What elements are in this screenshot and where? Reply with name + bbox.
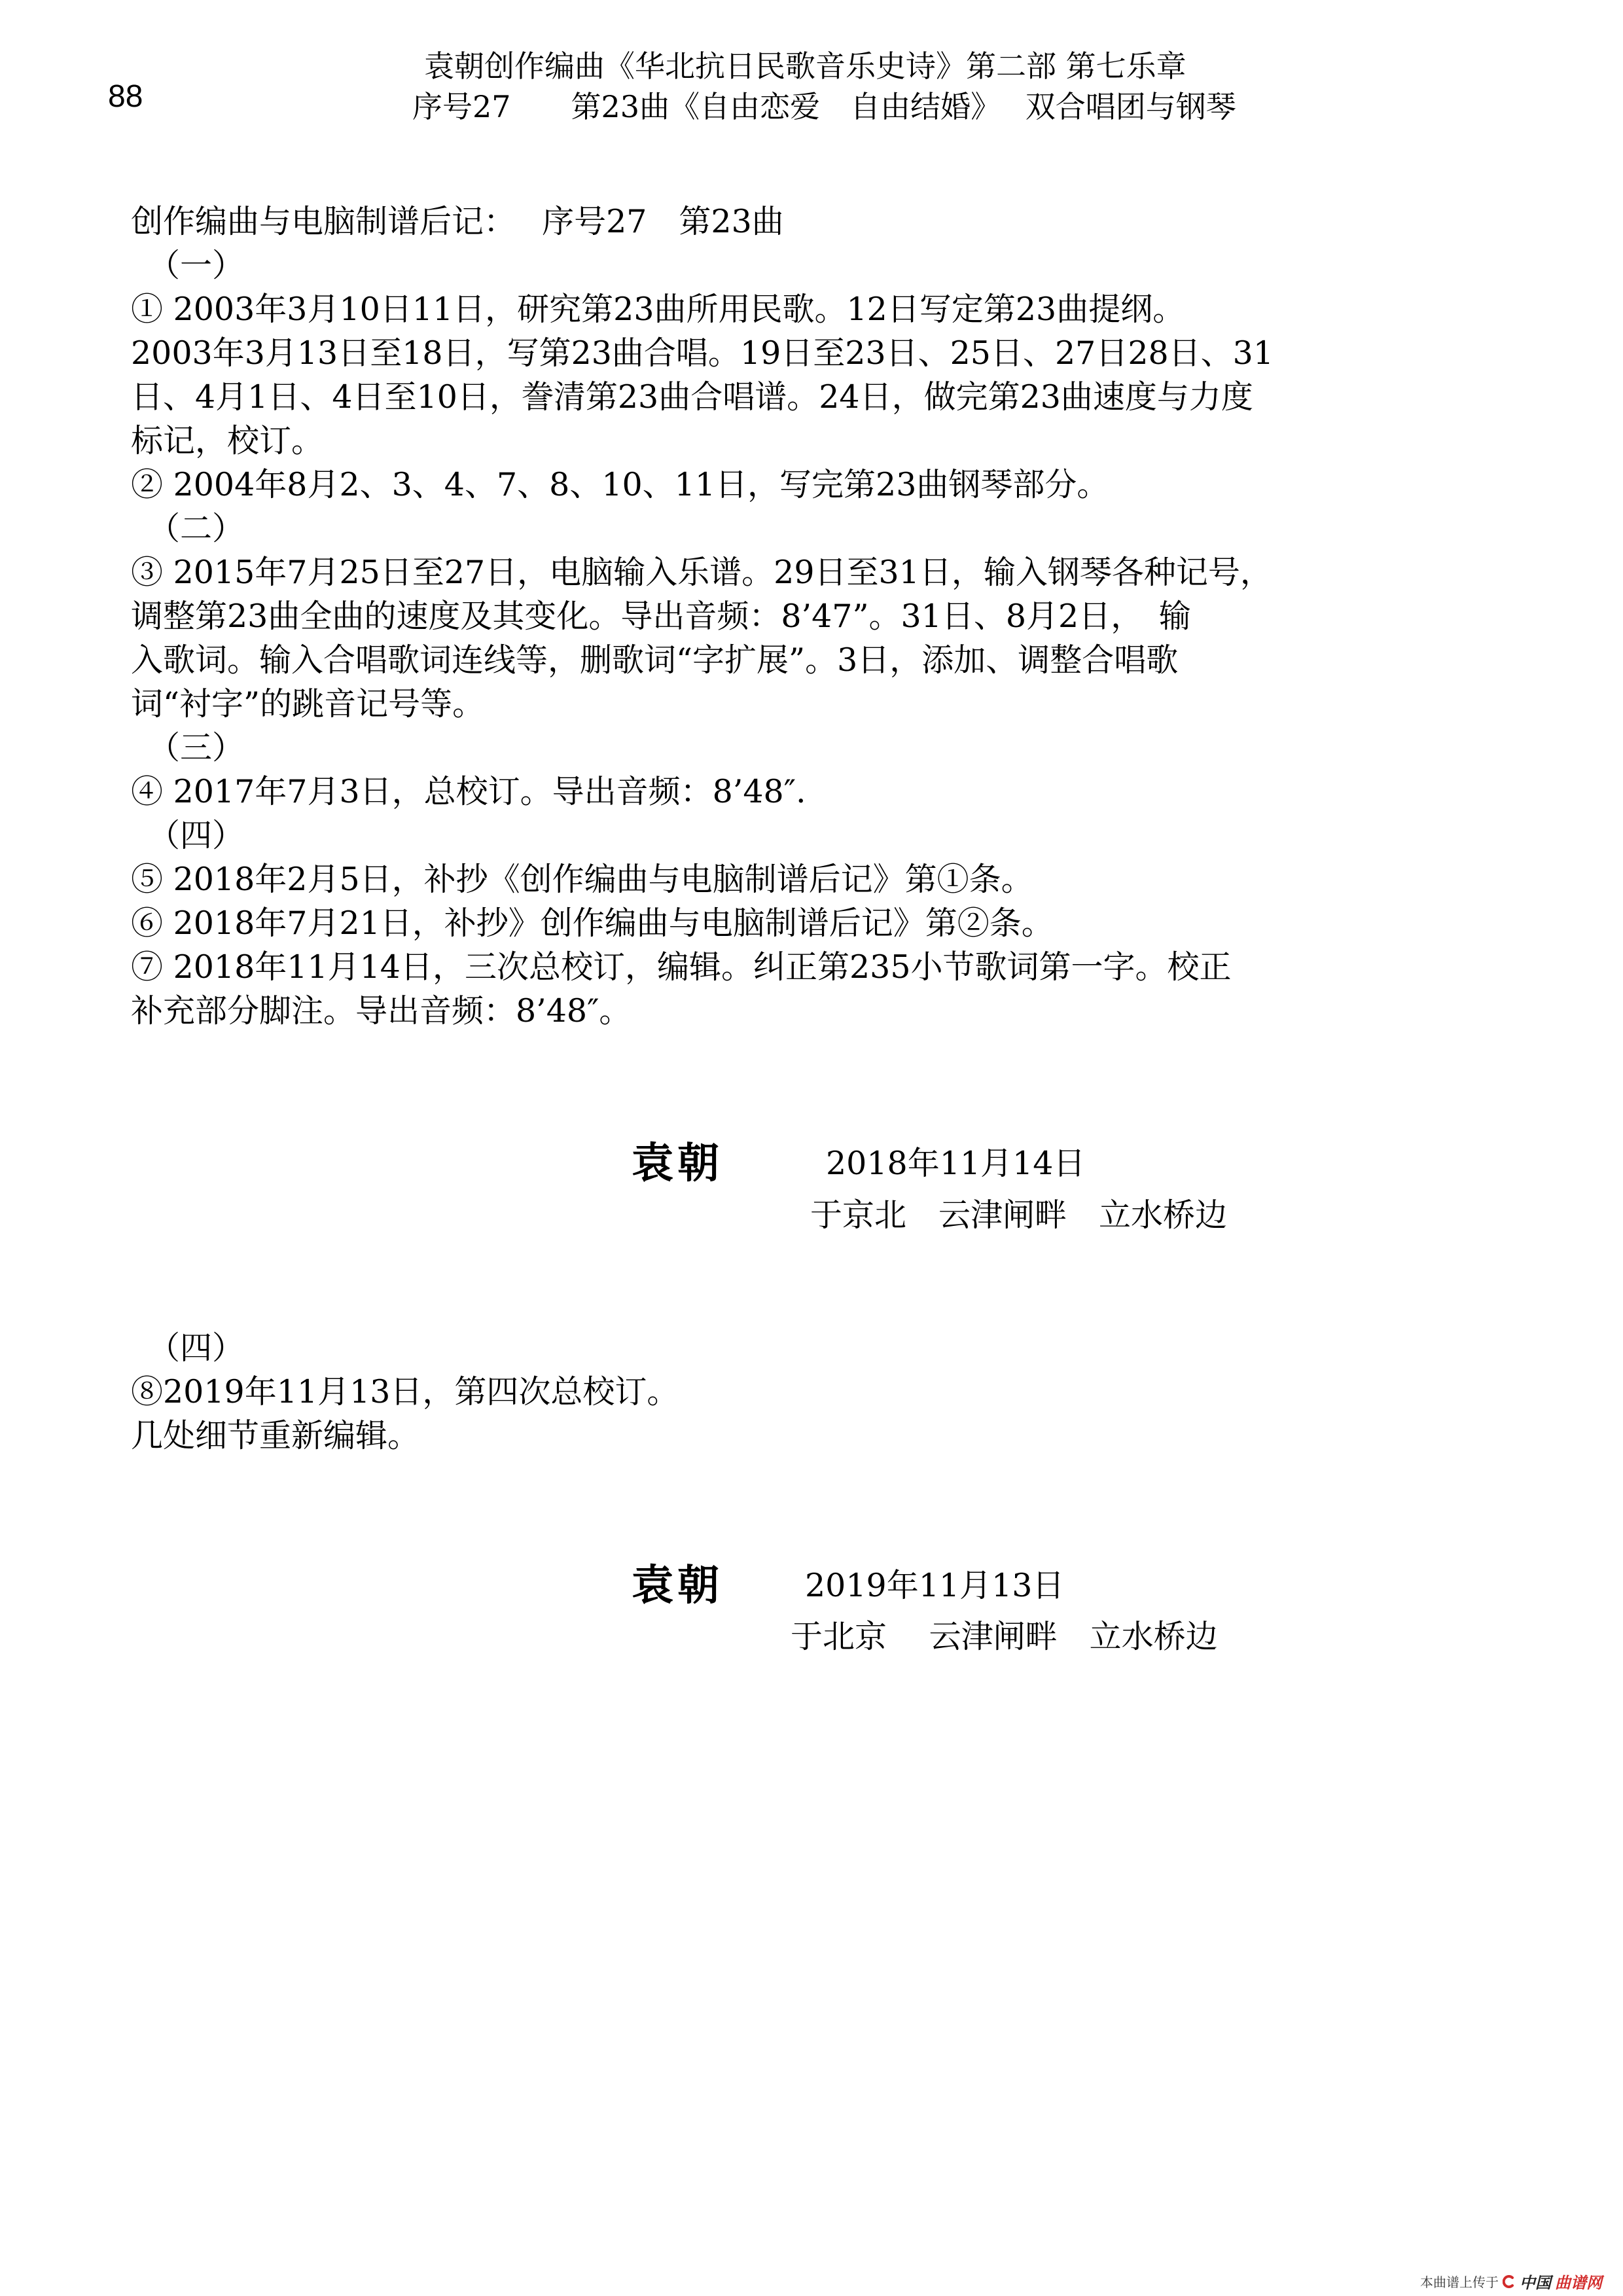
entry-1-line: 标记，校订。 [131, 422, 324, 459]
watermark-site-name-accent: 曲谱网 [1555, 2274, 1602, 2292]
section-mark-4: （四） [148, 817, 245, 854]
entry-1-line: 日、4月1日、4日至10日，誊清第23曲合唱谱。24日，做完第23曲速度与力度 [131, 378, 1253, 416]
watermark-site-name: 中国 [1520, 2274, 1551, 2292]
signature-place: 于京北 云津闸畔 立水桥边 [810, 1196, 1228, 1234]
upload-watermark [1420, 2270, 1602, 2293]
signature-place: 于北京 云津闸畔 立水桥边 [791, 1618, 1218, 1655]
entry-7-line: ⑦ 2018年11月14日，三次总校订，编辑。纠正第235小节歌词第一字。校正 [131, 948, 1232, 986]
entry-3-line: 调整第23曲全曲的速度及其变化。导出音频：8’47”。31日、8月2日， 输 [131, 598, 1191, 635]
signature-name: 袁朝 [632, 1139, 723, 1188]
header-subtitle-line: 序号27 第23曲《自由恋爱 自由结婚》 双合唱团与钢琴 [412, 89, 1236, 124]
signature-date: 2018年11月14日 [826, 1145, 1086, 1182]
addendum-section-mark: （四） [148, 1329, 245, 1367]
signature-name: 袁朝 [632, 1562, 723, 1610]
entry-5-line: ⑤ 2018年2月5日，补抄《创作编曲与电脑制谱后记》第①条。 [131, 861, 1033, 898]
site-logo-icon [1503, 2275, 1516, 2288]
page-number: 88 [108, 79, 143, 114]
entry-1-line: 2003年3月13日至18日，写第23曲合唱。19日至23日、25日、27日28日、31 [131, 334, 1274, 372]
entry-8-line: 几处细节重新编辑。 [131, 1417, 420, 1454]
entry-3-line: 词“衬字”的跳音记号等。 [131, 685, 485, 723]
section-mark-2: （二） [148, 510, 245, 547]
watermark-text: 本曲谱上传于 [1420, 2276, 1499, 2290]
header-title-line: 袁朝创作编曲《华北抗日民歌音乐史诗》第二部 第七乐章 [424, 48, 1186, 84]
section-mark-3: （三） [148, 729, 245, 766]
entry-7-line: 补充部分脚注。导出音频：8’48″。 [131, 992, 632, 1030]
afterword-body [131, 200, 1459, 1033]
entry-1-line: ① 2003年3月10日11日，研究第23曲所用民歌。12日写定第23曲提纲。 [131, 291, 1185, 328]
entry-2-line: ② 2004年8月2、3、4、7、8、10、11日，写完第23曲钢琴部分。 [131, 466, 1109, 503]
section-mark-1: （一） [148, 247, 245, 284]
entry-6-line: ⑥ 2018年7月21日，补抄》创作编曲与电脑制谱后记》第②条。 [131, 905, 1054, 942]
addendum-block [131, 1326, 679, 1458]
entry-4-line: ④ 2017年7月3日，总校订。导出音频：8’48″. [131, 773, 806, 810]
entry-3-line: 入歌词。输入合唱歌词连线等，删歌词“字扩展”。3日，添加、调整合唱歌 [131, 641, 1179, 679]
entry-8-line: ⑧2019年11月13日，第四次总校订。 [131, 1373, 679, 1410]
entry-3-line: ③ 2015年7月25日至27日，电脑输入乐谱。29日至31日，输入钢琴各种记号， [131, 554, 1272, 591]
signature-date: 2019年11月13日 [805, 1567, 1065, 1604]
afterword-heading: 创作编曲与电脑制谱后记： 序号27 第23曲 [131, 203, 784, 240]
